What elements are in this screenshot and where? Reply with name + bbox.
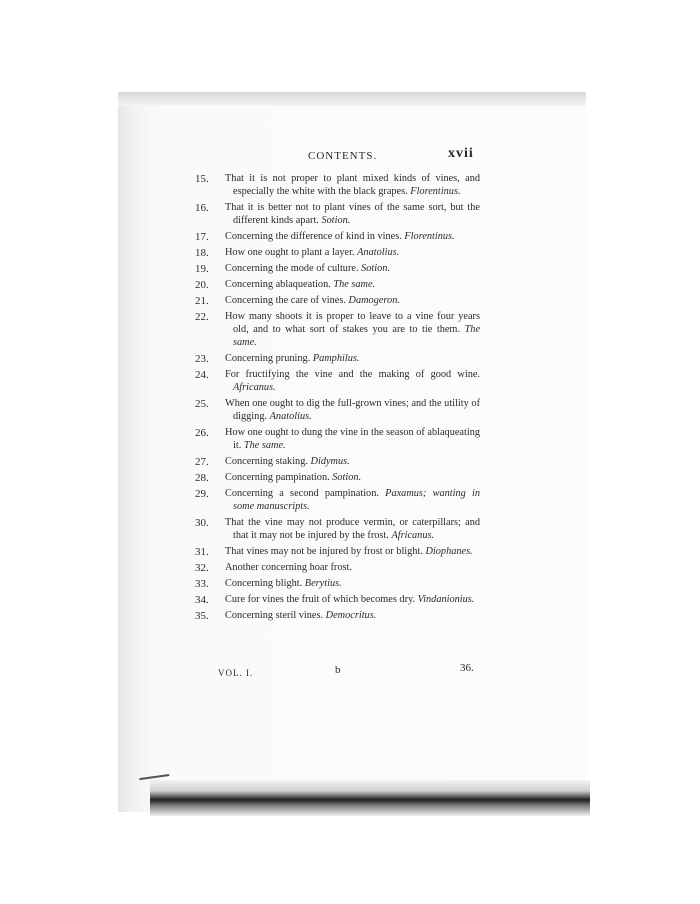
entry-title: That it is not proper to plant mixed kinds of vines, and especially the white with the black grapes. — [225, 173, 480, 197]
contents-entry — [195, 201, 480, 227]
entry-author: Berytius. — [304, 578, 342, 589]
entry-body — [225, 368, 480, 394]
entry-number: 33. — [195, 578, 209, 590]
entry-title: Concerning pruning. — [225, 353, 311, 364]
catchword: 36. — [460, 662, 474, 674]
entry-author: Didymus. — [310, 456, 350, 467]
entry-author: Diophanes. — [425, 546, 473, 557]
entry-author: Florentinus. — [404, 231, 455, 242]
entry-title: Concerning blight. — [225, 578, 303, 589]
entry-author: Democritus. — [325, 610, 377, 621]
entry-number: 20. — [195, 279, 209, 291]
entry-title: That vines may not be injured by frost or blight. — [225, 546, 423, 557]
entry-body — [225, 172, 480, 198]
entry-author: The same. — [243, 440, 286, 451]
entry-title: Concerning ablaqueation. — [225, 279, 331, 290]
entry-author: Vindanionius. — [417, 594, 475, 605]
contents-entry — [195, 577, 480, 590]
entry-author: Anatolius. — [269, 411, 312, 422]
contents-entry — [195, 294, 480, 307]
entry-body — [225, 310, 480, 349]
entry-author: Anatolius. — [357, 247, 400, 258]
contents-entry — [195, 455, 480, 468]
entry-body — [225, 294, 480, 307]
entry-title: Concerning staking. — [225, 456, 308, 467]
entry-body — [225, 609, 480, 622]
entry-body — [225, 230, 480, 243]
contents-entry — [195, 471, 480, 484]
signature-mark: b — [335, 664, 341, 676]
entry-author: Africanus. — [233, 382, 276, 393]
entry-number: 31. — [195, 546, 209, 558]
entry-title: Concerning the mode of culture. — [225, 263, 359, 274]
entry-number: 19. — [195, 263, 209, 275]
entry-number: 23. — [195, 353, 209, 365]
entry-title: Cure for vines the fruit of which becomes dry. — [225, 594, 416, 605]
entry-body — [225, 278, 480, 291]
volume-label: VOL. I. — [218, 668, 254, 678]
page-number: xvii — [448, 146, 474, 161]
entry-number: 16. — [195, 202, 209, 214]
entry-number: 30. — [195, 517, 209, 529]
contents-entry — [195, 368, 480, 394]
contents-entry — [195, 561, 480, 574]
entry-number: 25. — [195, 398, 209, 410]
entry-title: That the vine may not produce vermin, or caterpillars; and that it may not be injured by the frost. — [225, 517, 480, 541]
entry-number: 24. — [195, 369, 209, 381]
entry-number: 15. — [195, 173, 209, 185]
entry-author: Sotion. — [321, 215, 351, 226]
entry-title: Concerning steril vines. — [225, 610, 324, 621]
entry-body — [225, 397, 480, 423]
entry-title: How one ought to dung the vine in the season of ablaqueating it. — [225, 427, 480, 451]
entry-number: 22. — [195, 311, 209, 323]
entry-body — [225, 201, 480, 227]
entry-author: The same. — [233, 324, 481, 348]
contents-entry — [195, 310, 480, 349]
contents-entry — [195, 545, 480, 558]
contents-entry — [195, 397, 480, 423]
contents-entry — [195, 172, 480, 198]
entry-title: Concerning the difference of kind in vines. — [225, 231, 402, 242]
entry-body — [225, 577, 480, 590]
entry-body — [225, 593, 480, 606]
contents-entry — [195, 426, 480, 452]
entry-number: 18. — [195, 247, 209, 259]
entry-title: When one ought to dig the full-grown vines; and the utility of digging. — [225, 398, 480, 422]
contents-entry — [195, 246, 480, 259]
entry-number: 21. — [195, 295, 209, 307]
entry-title: For fructifying the vine and the making of good wine. — [225, 369, 480, 380]
entry-title: Another concerning hoar frost. — [225, 562, 352, 573]
entry-body — [225, 455, 480, 468]
entry-number: 29. — [195, 488, 209, 500]
entry-title: How one ought to plant a layer. — [225, 247, 355, 258]
entry-body — [225, 246, 480, 259]
entry-body — [225, 426, 480, 452]
entry-body — [225, 516, 480, 542]
page-header — [0, 146, 700, 170]
entry-author: Damogeron. — [348, 295, 400, 306]
contents-entry — [195, 593, 480, 606]
contents-entry — [195, 516, 480, 542]
entry-number: 35. — [195, 610, 209, 622]
entry-author: Africanus. — [391, 530, 435, 541]
contents-entry — [195, 230, 480, 243]
entry-body — [225, 352, 480, 365]
entry-title: That it is better not to plant vines of the same sort, but the different kinds apart. — [225, 202, 480, 226]
entry-title: Concerning the care of vines. — [225, 295, 346, 306]
entry-number: 27. — [195, 456, 209, 468]
entry-body — [225, 471, 480, 484]
entry-number: 28. — [195, 472, 209, 484]
contents-entry — [195, 262, 480, 275]
entry-author: The same. — [333, 279, 376, 290]
contents-entry — [195, 609, 480, 622]
contents-entry — [195, 352, 480, 365]
entry-body — [225, 487, 480, 513]
entry-number: 17. — [195, 231, 209, 243]
entry-author: Sotion. — [332, 472, 362, 483]
entry-title: How many shoots it is proper to leave to a vine four years old, and to what sort of stakes you are to tie them. — [225, 311, 480, 335]
entry-author: Florentinus. — [410, 186, 461, 197]
page-footer — [0, 662, 700, 684]
entry-title: Concerning a second pampination. — [225, 488, 379, 499]
entry-number: 26. — [195, 427, 209, 439]
running-head: CONTENTS. — [308, 150, 378, 162]
entry-title: Concerning pampination. — [225, 472, 330, 483]
contents-entry — [195, 278, 480, 291]
entry-number: 32. — [195, 562, 209, 574]
entry-author: Pamphilus. — [312, 353, 360, 364]
entry-body — [225, 262, 480, 275]
entry-body — [225, 545, 480, 558]
entry-author: Paxamus; wanting in some manuscripts. — [233, 488, 480, 512]
entry-body — [225, 561, 480, 574]
contents-list — [195, 172, 480, 625]
entry-author: Sotion. — [361, 263, 391, 274]
contents-entry — [195, 487, 480, 513]
entry-number: 34. — [195, 594, 209, 606]
